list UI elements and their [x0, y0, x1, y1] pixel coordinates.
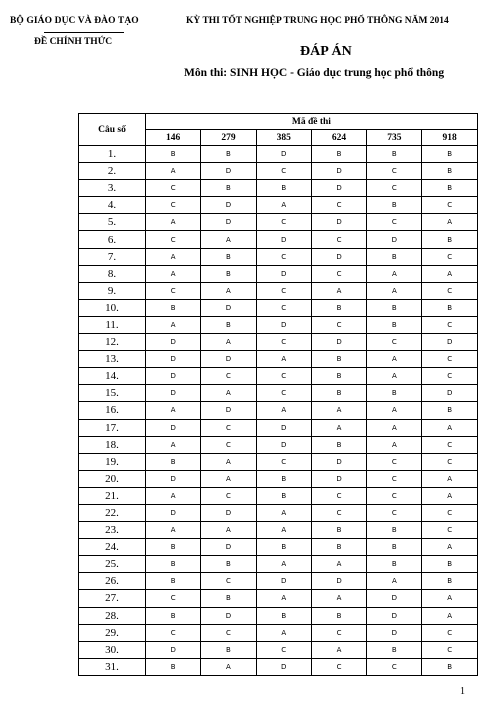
answer-cell: A — [422, 214, 477, 231]
answer-cell: C — [367, 470, 422, 487]
table-row — [79, 641, 478, 658]
table-row — [79, 607, 478, 624]
answer-cell: B — [311, 146, 366, 163]
answer-cell: D — [146, 334, 201, 351]
question-number: 23. — [79, 522, 146, 539]
answer-cell: B — [146, 556, 201, 573]
answer-cell: B — [256, 470, 311, 487]
answer-cell: C — [422, 624, 477, 641]
answer-cell: C — [146, 197, 201, 214]
answer-cell: A — [201, 334, 256, 351]
answer-cell: A — [201, 470, 256, 487]
answer-cell: A — [256, 504, 311, 521]
answer-cell: B — [422, 573, 477, 590]
answer-cell: A — [201, 385, 256, 402]
answer-cell: A — [146, 265, 201, 282]
answer-cell: B — [422, 163, 477, 180]
table-row — [79, 539, 478, 556]
answer-cell: C — [146, 231, 201, 248]
answer-cell: B — [422, 231, 477, 248]
answer-cell: B — [146, 607, 201, 624]
answer-cell: A — [256, 522, 311, 539]
answer-cell: C — [422, 248, 477, 265]
answer-cell: D — [256, 146, 311, 163]
table-row — [79, 351, 478, 368]
answer-cell: B — [146, 573, 201, 590]
answer-cell: A — [146, 487, 201, 504]
answer-cell: D — [146, 504, 201, 521]
answer-cell: D — [201, 214, 256, 231]
answer-cell: D — [256, 436, 311, 453]
answer-cell: D — [201, 539, 256, 556]
answer-cell: C — [256, 163, 311, 180]
answer-cell: D — [146, 641, 201, 658]
answer-cell: C — [201, 487, 256, 504]
answer-cell: C — [422, 282, 477, 299]
answer-cell: B — [367, 316, 422, 333]
answer-cell: A — [146, 163, 201, 180]
answer-cell: A — [201, 658, 256, 675]
answer-cell: B — [422, 556, 477, 573]
answer-cell: B — [311, 385, 366, 402]
question-number: 20. — [79, 470, 146, 487]
table-row — [79, 436, 478, 453]
answer-cell: D — [422, 385, 477, 402]
answer-cell: A — [311, 641, 366, 658]
table-row — [79, 214, 478, 231]
answer-cell: A — [256, 402, 311, 419]
exam-code: 385 — [256, 130, 311, 146]
answer-cell: A — [422, 539, 477, 556]
table-row — [79, 231, 478, 248]
table-row — [79, 146, 478, 163]
answer-cell: B — [201, 265, 256, 282]
answer-cell: A — [422, 419, 477, 436]
answer-cell: B — [256, 487, 311, 504]
question-number: 19. — [79, 453, 146, 470]
question-number: 18. — [79, 436, 146, 453]
question-number: 22. — [79, 504, 146, 521]
answer-cell: B — [311, 299, 366, 316]
answer-cell: C — [201, 419, 256, 436]
answer-cell: D — [256, 231, 311, 248]
answer-cell: B — [367, 299, 422, 316]
answer-cell: A — [422, 487, 477, 504]
answer-cell: B — [311, 607, 366, 624]
answer-cell: B — [311, 368, 366, 385]
answer-cell: A — [256, 590, 311, 607]
official-label: ĐỀ CHÍNH THỨC — [34, 37, 113, 47]
exam-code: 918 — [422, 130, 477, 146]
answer-cell: B — [146, 453, 201, 470]
exam-code: 279 — [201, 130, 256, 146]
answer-cell: D — [311, 163, 366, 180]
table-row — [79, 522, 478, 539]
answer-cell: C — [256, 641, 311, 658]
question-number: 13. — [79, 351, 146, 368]
answer-cell: B — [367, 539, 422, 556]
answer-cell: A — [367, 282, 422, 299]
subject-line: Môn thi: SINH HỌC - Giáo dục trung học phổ thông — [184, 67, 445, 79]
answer-cell: A — [146, 248, 201, 265]
page-number: 1 — [460, 686, 465, 697]
answer-cell: C — [367, 214, 422, 231]
answer-cell: D — [367, 607, 422, 624]
question-number: 12. — [79, 334, 146, 351]
answer-cell: C — [367, 658, 422, 675]
answer-cell: A — [146, 214, 201, 231]
exam-title: KỲ THI TỐT NGHIỆP TRUNG HỌC PHỔ THÔNG NĂM 2014 — [186, 16, 449, 26]
exam-code: 146 — [146, 130, 201, 146]
answer-cell: B — [422, 402, 477, 419]
question-number: 30. — [79, 641, 146, 658]
answer-cell: D — [201, 351, 256, 368]
answer-cell: A — [311, 556, 366, 573]
answer-cell: A — [256, 197, 311, 214]
answer-cell: D — [311, 470, 366, 487]
answer-cell: D — [201, 607, 256, 624]
answer-cell: C — [256, 334, 311, 351]
question-number-header: Câu số — [79, 114, 146, 146]
answer-cell: C — [311, 658, 366, 675]
question-number: 1. — [79, 146, 146, 163]
answer-cell: D — [311, 573, 366, 590]
answer-cell: A — [367, 351, 422, 368]
answer-cell: C — [422, 453, 477, 470]
answer-cell: B — [201, 316, 256, 333]
answer-cell: D — [311, 214, 366, 231]
answer-cell: C — [311, 487, 366, 504]
answer-cell: C — [201, 573, 256, 590]
question-number: 21. — [79, 487, 146, 504]
answer-cell: B — [201, 641, 256, 658]
answer-cell: A — [256, 351, 311, 368]
table-row — [79, 265, 478, 282]
answer-cell: B — [201, 248, 256, 265]
answer-cell: C — [256, 453, 311, 470]
answer-cell: C — [367, 504, 422, 521]
answer-cell: A — [256, 556, 311, 573]
answer-cell: B — [367, 556, 422, 573]
answer-rows — [79, 146, 478, 676]
table-row — [79, 163, 478, 180]
answer-cell: B — [311, 522, 366, 539]
answer-cell: D — [201, 299, 256, 316]
answer-cell: C — [367, 163, 422, 180]
question-number: 8. — [79, 265, 146, 282]
question-number: 3. — [79, 180, 146, 197]
answer-cell: A — [422, 590, 477, 607]
answer-cell: B — [422, 299, 477, 316]
answer-cell: B — [311, 436, 366, 453]
question-number: 24. — [79, 539, 146, 556]
answer-cell: C — [311, 197, 366, 214]
question-number: 28. — [79, 607, 146, 624]
answer-cell: C — [256, 299, 311, 316]
answer-cell: A — [311, 590, 366, 607]
question-number: 14. — [79, 368, 146, 385]
table-row — [79, 590, 478, 607]
answer-cell: B — [367, 385, 422, 402]
answer-cell: D — [367, 624, 422, 641]
table-row — [79, 316, 478, 333]
question-number: 31. — [79, 658, 146, 675]
table-row — [79, 180, 478, 197]
answer-cell: A — [201, 231, 256, 248]
table-row — [79, 487, 478, 504]
table-row — [79, 282, 478, 299]
answer-cell: A — [201, 282, 256, 299]
question-number: 9. — [79, 282, 146, 299]
answer-cell: D — [146, 368, 201, 385]
answer-cell: B — [256, 539, 311, 556]
answer-cell: C — [256, 385, 311, 402]
answer-cell: B — [311, 351, 366, 368]
answer-cell: C — [146, 180, 201, 197]
question-number: 10. — [79, 299, 146, 316]
answer-cell: B — [146, 658, 201, 675]
answer-cell: A — [311, 282, 366, 299]
answer-table — [78, 113, 478, 676]
answer-cell: D — [256, 265, 311, 282]
answer-cell: A — [146, 402, 201, 419]
answer-cell: C — [422, 436, 477, 453]
question-number: 2. — [79, 163, 146, 180]
answer-cell: C — [146, 282, 201, 299]
answer-cell: B — [367, 248, 422, 265]
table-row — [79, 658, 478, 675]
answer-cell: A — [422, 265, 477, 282]
answer-cell: B — [146, 146, 201, 163]
answer-cell: B — [422, 146, 477, 163]
question-number: 11. — [79, 316, 146, 333]
question-number: 27. — [79, 590, 146, 607]
answer-cell: A — [367, 436, 422, 453]
exam-code-header: Mã đề thi — [146, 114, 478, 130]
answer-cell: B — [146, 299, 201, 316]
answer-cell: D — [146, 419, 201, 436]
answer-cell: A — [311, 402, 366, 419]
answer-cell: A — [422, 470, 477, 487]
answer-cell: A — [146, 522, 201, 539]
answer-cell: D — [311, 453, 366, 470]
table-row — [79, 248, 478, 265]
answer-key-title: ĐÁP ÁN — [300, 44, 352, 59]
answer-cell: A — [146, 316, 201, 333]
table-row — [79, 419, 478, 436]
answer-cell: C — [422, 522, 477, 539]
answer-cell: D — [311, 248, 366, 265]
table-row — [79, 504, 478, 521]
answer-cell: C — [311, 624, 366, 641]
answer-cell: D — [146, 351, 201, 368]
answer-cell: A — [367, 573, 422, 590]
ministry-underline — [44, 32, 124, 33]
answer-cell: D — [201, 504, 256, 521]
answer-cell: D — [146, 470, 201, 487]
answer-cell: A — [201, 522, 256, 539]
answer-cell: B — [201, 146, 256, 163]
question-number: 7. — [79, 248, 146, 265]
answer-cell: D — [146, 385, 201, 402]
answer-cell: D — [256, 419, 311, 436]
answer-cell: C — [311, 265, 366, 282]
answer-cell: A — [367, 419, 422, 436]
table-row — [79, 334, 478, 351]
answer-cell: A — [311, 419, 366, 436]
answer-cell: A — [367, 265, 422, 282]
table-row — [79, 624, 478, 641]
answer-cell: D — [201, 163, 256, 180]
answer-cell: C — [201, 624, 256, 641]
answer-cell: D — [367, 231, 422, 248]
table-row — [79, 556, 478, 573]
question-number: 25. — [79, 556, 146, 573]
answer-cell: C — [256, 282, 311, 299]
answer-cell: C — [422, 316, 477, 333]
answer-cell: C — [367, 180, 422, 197]
ministry-name: BỘ GIÁO DỤC VÀ ĐÀO TẠO — [10, 16, 139, 26]
answer-cell: C — [146, 624, 201, 641]
answer-cell: C — [201, 368, 256, 385]
question-number: 17. — [79, 419, 146, 436]
answer-cell: C — [422, 368, 477, 385]
answer-cell: B — [367, 197, 422, 214]
table-row — [79, 470, 478, 487]
answer-cell: C — [256, 248, 311, 265]
answer-cell: B — [311, 539, 366, 556]
answer-cell: A — [201, 453, 256, 470]
answer-cell: C — [256, 368, 311, 385]
table-row — [79, 197, 478, 214]
answer-cell: A — [367, 368, 422, 385]
answer-cell: B — [367, 146, 422, 163]
answer-cell: B — [367, 641, 422, 658]
answer-cell: D — [367, 590, 422, 607]
answer-cell: D — [422, 334, 477, 351]
answer-cell: A — [367, 402, 422, 419]
table-row — [79, 573, 478, 590]
question-number: 15. — [79, 385, 146, 402]
answer-cell: C — [311, 231, 366, 248]
answer-cell: C — [367, 487, 422, 504]
answer-cell: C — [146, 590, 201, 607]
answer-cell: C — [367, 453, 422, 470]
answer-cell: B — [201, 556, 256, 573]
answer-cell: B — [422, 658, 477, 675]
table-row — [79, 385, 478, 402]
answer-cell: B — [256, 180, 311, 197]
answer-cell: D — [256, 316, 311, 333]
exam-code: 624 — [311, 130, 366, 146]
answer-cell: C — [422, 197, 477, 214]
exam-code: 735 — [367, 130, 422, 146]
question-number: 16. — [79, 402, 146, 419]
answer-cell: B — [256, 607, 311, 624]
answer-cell: C — [367, 334, 422, 351]
question-number: 4. — [79, 197, 146, 214]
answer-cell: D — [201, 197, 256, 214]
answer-cell: D — [256, 658, 311, 675]
question-number: 26. — [79, 573, 146, 590]
answer-cell: C — [422, 641, 477, 658]
answer-cell: A — [422, 607, 477, 624]
answer-cell: D — [311, 180, 366, 197]
table-row — [79, 368, 478, 385]
answer-cell: C — [201, 436, 256, 453]
answer-cell: C — [311, 316, 366, 333]
question-number: 6. — [79, 231, 146, 248]
answer-cell: C — [256, 214, 311, 231]
question-number: 29. — [79, 624, 146, 641]
answer-cell: B — [422, 180, 477, 197]
question-number: 5. — [79, 214, 146, 231]
answer-cell: C — [311, 504, 366, 521]
answer-cell: D — [201, 402, 256, 419]
table-row — [79, 453, 478, 470]
answer-cell: B — [367, 522, 422, 539]
answer-cell: B — [201, 590, 256, 607]
answer-cell: D — [311, 334, 366, 351]
table-row — [79, 402, 478, 419]
answer-cell: B — [201, 180, 256, 197]
answer-cell: C — [422, 504, 477, 521]
answer-cell: B — [146, 539, 201, 556]
table-row — [79, 299, 478, 316]
answer-cell: D — [256, 573, 311, 590]
answer-cell: C — [422, 351, 477, 368]
answer-cell: A — [146, 436, 201, 453]
answer-cell: A — [256, 624, 311, 641]
